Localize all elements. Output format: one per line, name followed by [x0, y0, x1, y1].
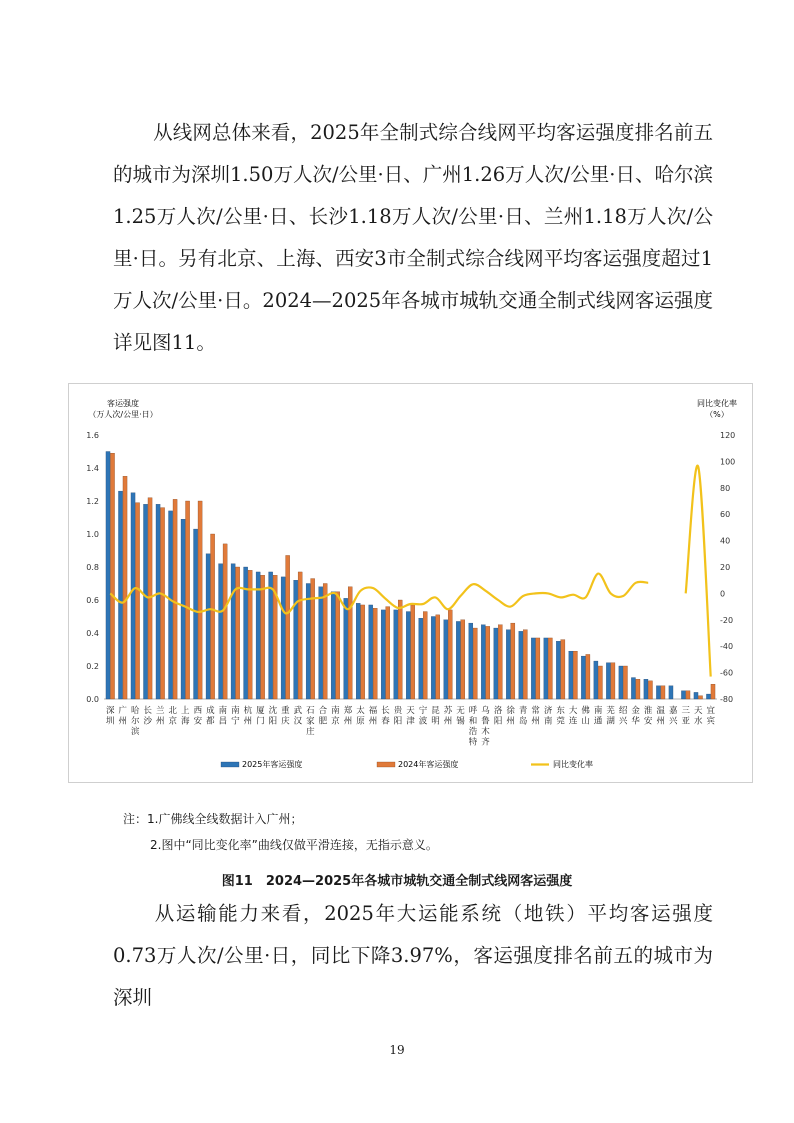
- chart-figure: [68, 383, 753, 783]
- right-tick-label: 80: [720, 483, 731, 493]
- category-label: 沈阳: [268, 706, 278, 727]
- bar-2025: [356, 603, 360, 699]
- category-label: 青岛: [518, 706, 528, 727]
- right-tick-label: 120: [720, 431, 736, 440]
- left-tick-label: 0.0: [86, 695, 99, 704]
- bar-2025: [481, 625, 485, 699]
- bar-2024: [686, 691, 690, 699]
- bar-2025: [631, 678, 635, 699]
- category-label: 徐州: [506, 706, 515, 727]
- category-label: 温州: [656, 706, 665, 727]
- category-label: 昆明: [431, 706, 440, 727]
- bar-2025: [306, 584, 310, 700]
- left-axis-title-line-1: 客运强度: [107, 399, 139, 408]
- bar-2025: [206, 554, 210, 699]
- category-label: 北京: [168, 706, 178, 727]
- category-label: 杭州: [243, 706, 253, 727]
- category-label: 淮安: [643, 706, 653, 727]
- yoy-change-line: [686, 466, 711, 677]
- bar-2025: [169, 511, 173, 699]
- bar-2024: [598, 666, 602, 699]
- bar-2024: [110, 453, 114, 699]
- bar-2024: [511, 623, 515, 699]
- yoy-change-line: [110, 574, 648, 614]
- bar-2025: [256, 572, 260, 699]
- category-label: 呼和浩特: [468, 706, 478, 748]
- bar-2024: [160, 508, 164, 699]
- category-label: 南宁: [231, 706, 240, 727]
- bar-2024: [286, 555, 290, 699]
- category-label: 贵阳: [393, 706, 403, 727]
- bar-2025: [606, 663, 610, 699]
- left-tick-label: 0.6: [86, 596, 99, 605]
- bar-2024: [636, 679, 640, 699]
- category-label: 大连: [568, 706, 578, 727]
- page-number: 19: [389, 1043, 405, 1057]
- legend-label-2025: 2025年客运强度: [242, 760, 303, 769]
- bar-2024: [361, 605, 365, 699]
- bar-2025: [269, 572, 273, 699]
- bar-2024: [548, 638, 552, 699]
- bar-2025: [106, 452, 110, 700]
- bar-2024: [323, 584, 327, 700]
- bar-2025: [219, 564, 223, 699]
- category-label: 长沙: [143, 706, 153, 727]
- bar-2025: [694, 692, 698, 699]
- category-label: 成都: [206, 706, 215, 727]
- bar-2024: [561, 640, 565, 699]
- category-label: 广州: [118, 706, 128, 727]
- bar-2024: [211, 534, 215, 699]
- category-label: 深圳: [105, 706, 115, 727]
- bar-2025: [656, 686, 660, 699]
- category-label: 西安: [193, 706, 203, 727]
- category-label: 天津: [406, 706, 415, 727]
- bar-2025: [319, 587, 323, 699]
- bar-2025: [344, 598, 348, 699]
- bar-2024: [173, 499, 177, 699]
- bar-2025: [444, 620, 448, 699]
- category-label: 芜湖: [606, 706, 615, 727]
- bar-2025: [244, 567, 248, 699]
- category-label: 兰州: [156, 706, 165, 727]
- category-label: 南昌: [218, 706, 228, 727]
- bar-2025: [456, 621, 460, 699]
- left-tick-label: 1.0: [86, 530, 99, 539]
- right-tick-label: 0: [720, 589, 726, 599]
- bar-2025: [281, 577, 285, 699]
- bar-2025: [581, 656, 585, 699]
- bar-2024: [611, 663, 615, 699]
- category-label: 嘉兴: [668, 706, 678, 727]
- left-tick-label: 0.4: [86, 629, 99, 638]
- category-label: 三亚: [681, 706, 690, 727]
- bar-2025: [706, 694, 710, 699]
- bar-2025: [681, 691, 685, 699]
- bar-2024: [135, 503, 139, 699]
- left-axis-title-line-2: （万人次/公里·日）: [88, 410, 158, 419]
- bar-2025: [406, 612, 410, 699]
- category-label: 苏州: [443, 706, 453, 727]
- bar-2024: [261, 575, 265, 699]
- bar-2025: [156, 504, 160, 699]
- category-label: 宜宾: [706, 706, 716, 727]
- category-label: 常州: [531, 706, 540, 727]
- bar-2025: [469, 623, 473, 699]
- bar-2024: [236, 567, 240, 699]
- bar-2024: [123, 476, 127, 699]
- bar-2025: [194, 529, 198, 699]
- bar-2025: [644, 679, 648, 699]
- paragraph-1-text: 从线网总体来看，2025年全制式综合线网平均客运强度排名前五的城市为深圳1.50万人次/公里·日、广州1.26万人次/公里·日、哈尔滨1.25万人次/公里·日、长沙1.18万人次/公里·日、兰州1.18万人次/公里·日。另有北京、上海、西安3市全制式综合线网平均客运强度超过1万人次/公里·日。2024—2025年各城市城轨交通全制式线网客运强度详见图11。: [113, 121, 713, 354]
- category-label: 合肥: [318, 706, 328, 727]
- right-axis-title-line-2: （%）: [705, 410, 729, 419]
- bar-2024: [186, 501, 190, 699]
- bar-2025: [544, 638, 548, 699]
- bar-2025: [531, 638, 535, 699]
- bar-2024: [373, 608, 377, 699]
- category-label: 南通: [593, 706, 603, 727]
- bar-2025: [519, 631, 523, 699]
- category-label: 南京: [331, 706, 340, 727]
- left-tick-label: 1.6: [86, 431, 99, 440]
- bar-2024: [711, 684, 715, 699]
- paragraph-2-text: 从运输能力来看，2025年大运能系统（地铁）平均客运强度0.73万人次/公里·日，同比下降3.97%，客运强度排名前五的城市为深圳: [113, 902, 713, 1009]
- body-paragraph-1: [113, 112, 713, 364]
- category-label: 金华: [631, 706, 640, 727]
- category-label: 宁波: [418, 706, 428, 727]
- bar-2024: [461, 620, 465, 699]
- bar-2024: [386, 607, 390, 699]
- bar-2024: [448, 610, 452, 699]
- bar-2024: [523, 630, 527, 699]
- bar-2025: [118, 491, 122, 699]
- bar-2024: [223, 544, 227, 699]
- legend-label-yoy: 同比变化率: [553, 760, 593, 769]
- bar-2024: [536, 638, 540, 699]
- bar-2025: [131, 493, 135, 699]
- bar-2025: [569, 651, 573, 699]
- category-label: 厦门: [256, 706, 265, 727]
- right-tick-label: -80: [720, 695, 734, 704]
- bar-2025: [669, 686, 673, 699]
- category-label: 无锡: [456, 706, 465, 727]
- bar-2024: [586, 654, 590, 699]
- right-tick-label: -60: [720, 668, 734, 678]
- category-label: 武汉: [293, 706, 303, 727]
- category-label: 哈尔滨: [131, 706, 140, 737]
- bar-2025: [181, 519, 185, 699]
- bar-line-chart: [69, 384, 752, 782]
- legend-label-2024: 2024年客运强度: [398, 760, 459, 769]
- bar-2025: [494, 628, 498, 699]
- bar-2025: [506, 630, 510, 699]
- bar-2024: [336, 592, 340, 699]
- bar-2024: [486, 626, 490, 699]
- right-tick-label: 40: [720, 536, 731, 546]
- right-tick-label: 60: [720, 510, 731, 520]
- bar-2024: [498, 625, 502, 699]
- legend-swatch-2024: [377, 762, 395, 767]
- left-tick-label: 0.2: [86, 662, 99, 671]
- category-label: 上海: [181, 706, 190, 727]
- category-label: 石家庄: [306, 706, 315, 737]
- right-tick-label: -40: [720, 642, 734, 652]
- category-label: 济南: [543, 706, 553, 727]
- right-tick-label: -20: [720, 615, 734, 625]
- bar-2024: [661, 686, 665, 699]
- bar-2025: [369, 605, 373, 699]
- bar-2025: [331, 592, 335, 699]
- bar-2024: [198, 501, 202, 699]
- category-label: 绍兴: [618, 706, 628, 727]
- right-tick-label: 20: [720, 563, 731, 572]
- figure-caption: 图11 2024—2025年各城市城轨交通全制式线网客运强度: [221, 874, 573, 889]
- bar-2025: [594, 661, 598, 699]
- body-paragraph-2: [113, 893, 713, 1019]
- category-label: 郑州: [343, 706, 353, 727]
- bar-2025: [419, 618, 423, 699]
- left-tick-label: 0.8: [86, 563, 99, 572]
- bar-2024: [311, 579, 315, 699]
- bar-2025: [143, 504, 147, 699]
- bar-2025: [394, 610, 398, 699]
- right-axis-title-line-1: 同比变化率: [697, 399, 737, 408]
- bar-2024: [398, 600, 402, 699]
- figure-note-1: 注：1.广佛线全线数据计入广州；: [123, 812, 303, 826]
- bar-2025: [619, 666, 623, 699]
- bar-2024: [573, 651, 577, 699]
- bar-2025: [381, 610, 385, 699]
- left-tick-label: 1.4: [86, 464, 99, 473]
- category-label: 天水: [693, 706, 703, 727]
- category-label: 重庆: [281, 706, 290, 727]
- category-label: 太原: [356, 706, 365, 727]
- category-label: 佛山: [581, 706, 590, 727]
- category-label: 洛阳: [493, 706, 503, 727]
- bar-2024: [473, 628, 477, 699]
- bar-2024: [436, 615, 440, 699]
- category-label: 长春: [381, 706, 390, 727]
- bar-2025: [556, 641, 560, 699]
- bar-2024: [698, 696, 702, 699]
- left-tick-label: 1.2: [86, 497, 99, 506]
- bar-2024: [411, 605, 415, 699]
- category-label: 乌鲁木齐: [481, 706, 490, 748]
- legend-swatch-2025: [221, 762, 239, 767]
- category-label: 福州: [368, 706, 378, 727]
- figure-note-2: 2.图中“同比变化率”曲线仅做平滑连接，无指示意义。: [150, 838, 438, 852]
- bar-2024: [423, 612, 427, 699]
- right-tick-label: 100: [720, 457, 736, 467]
- bar-2025: [231, 564, 235, 699]
- bar-2025: [294, 580, 298, 699]
- bar-2024: [298, 572, 302, 699]
- bar-2024: [648, 681, 652, 699]
- bar-2024: [623, 666, 627, 699]
- category-label: 东莞: [556, 706, 565, 727]
- bar-2025: [431, 617, 435, 700]
